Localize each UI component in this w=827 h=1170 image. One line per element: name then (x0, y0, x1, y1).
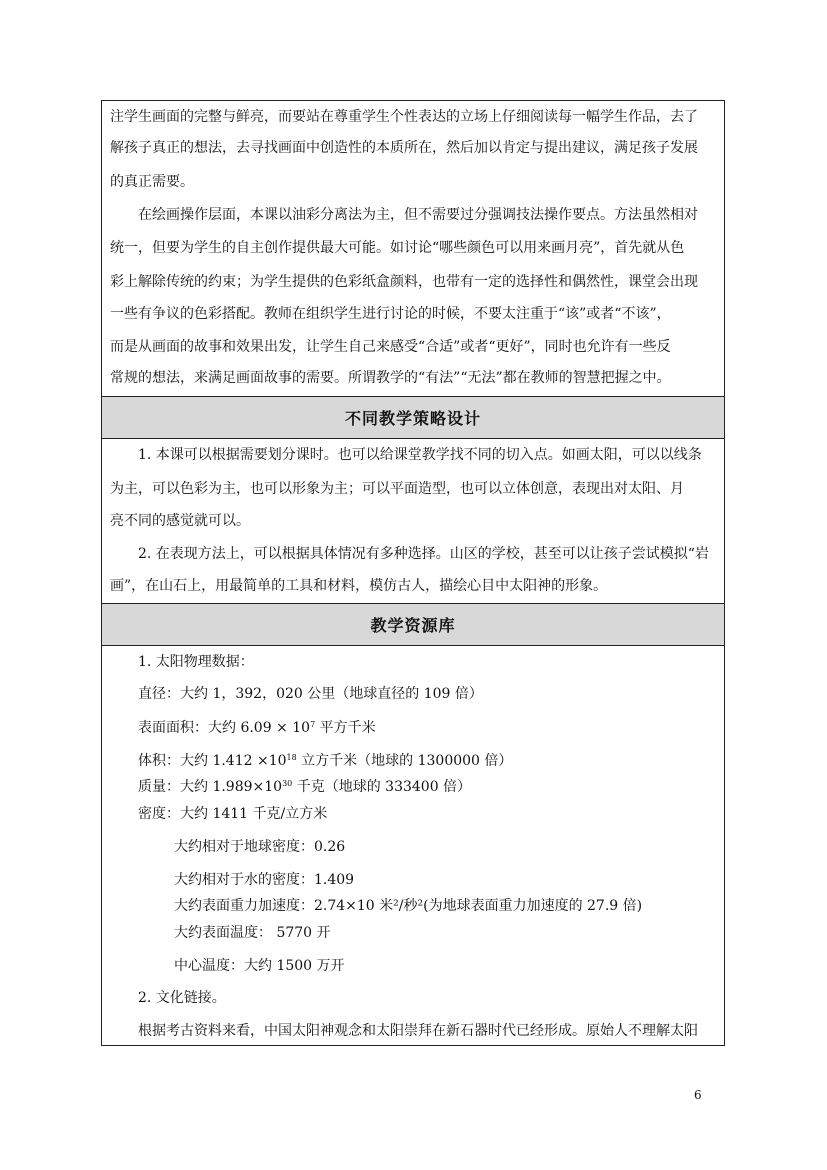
section-resource-library (102, 646, 724, 1046)
text-line: 为主，可以色彩为主，也可以形象为主；可以平面造型，也可以立体创意，表现出对太阳、月 (110, 481, 684, 497)
text-line: 根据考古资料来看，中国太阳神观念和太阳崇拜在新石器时代已经形成。原始人不理解太阳 (138, 1023, 698, 1039)
text-line: 一些有争议的色彩搭配。教师在组织学生进行讨论的时候，不要太注重于“该”或者“不该”， (110, 306, 671, 322)
text-line: 2. 在表现方法上，可以根据具体情况有多种选择。山区的学校，甚至可以让孩子尝试模拟“岩 (138, 546, 709, 562)
text-line: 彩上解除传统的约束；为学生提供的色彩纸盒颜料，也带有一定的选择性和偶然性，课堂会出现 (110, 274, 698, 290)
list-item-title: 2. 文化链接。 (138, 990, 226, 1006)
page-number: 6 (694, 1088, 702, 1102)
list-item-title: 1. 太阳物理数据： (138, 654, 254, 670)
data-row: 体积：大约 $1.412 \times 10^{18}$ 立方千米（地球的 1300000 倍） (138, 753, 513, 769)
text-line: 注学生画面的完整与鲜亮，而要站在尊重学生个性表达的立场上仔细阅读每一幅学生作品，去了 (110, 109, 698, 125)
text-line: 统一，但要为学生的自主创作提供最大可能。如讨论“哪些颜色可以用来画月亮”，首先就从色 (110, 240, 685, 256)
data-row: 大约相对于水的密度：1.409 (174, 872, 355, 888)
text-line: 而是从画面的故事和效果出发，让学生自己来感受“合适”或者“更好”，同时也允许有一些反 (110, 339, 671, 355)
text-line: 常规的想法，来满足画面故事的需要。所谓教学的“有法”“无法”都在教师的智慧把握之中。 (110, 370, 671, 386)
data-row: 质量：大约 $1.989\times 10^{30}$ 千克（地球的 333400 倍） (138, 779, 472, 795)
text-line: 1. 本课可以根据需要划分课时。也可以给课堂教学找不同的切入点。如画太阳，可以以线条 (138, 447, 702, 463)
text-line: 画”，在山石上，用最简单的工具和材料，模仿古人，描绘心目中太阳神的形象。 (110, 578, 608, 594)
content-table (101, 100, 725, 1046)
data-row: 大约相对于地球密度：0.26 (174, 839, 346, 855)
section-heading: 教学资源库 (102, 603, 724, 646)
section-heading: 不同教学策略设计 (102, 396, 724, 439)
text-line: 解孩子真正的想法，去寻找画面中创造性的本质所在，然后加以肯定与提出建议，满足孩子发展 (110, 140, 698, 156)
text-line: 在绘画操作层面，本课以油彩分离法为主，但不需要过分强调技法操作要点。方法虽然相对 (138, 207, 698, 223)
section-strategy-design (102, 439, 724, 603)
data-row: 密度：大约 1411 千克/立方米 (138, 806, 328, 822)
text-line: 的真正需要。 (110, 174, 194, 190)
section-teaching-notes (102, 101, 724, 397)
data-row: 直径：大约 1，392，020 公里（地球直径的 109 倍） (138, 686, 483, 702)
text-line: 亮不同的感觉就可以。 (110, 513, 250, 529)
data-row: 大约表面温度： 5770 开 (174, 925, 331, 941)
data-row: 表面面积：大约 $6.09 \times 10^7$ 平方千米 (138, 720, 376, 736)
data-row: 中心温度：大约 1500 万开 (174, 958, 345, 974)
data-row: 大约表面重力加速度：2.74×10 米²/秒²(为地球表面重力加速度的 27.9 倍) (174, 898, 643, 914)
